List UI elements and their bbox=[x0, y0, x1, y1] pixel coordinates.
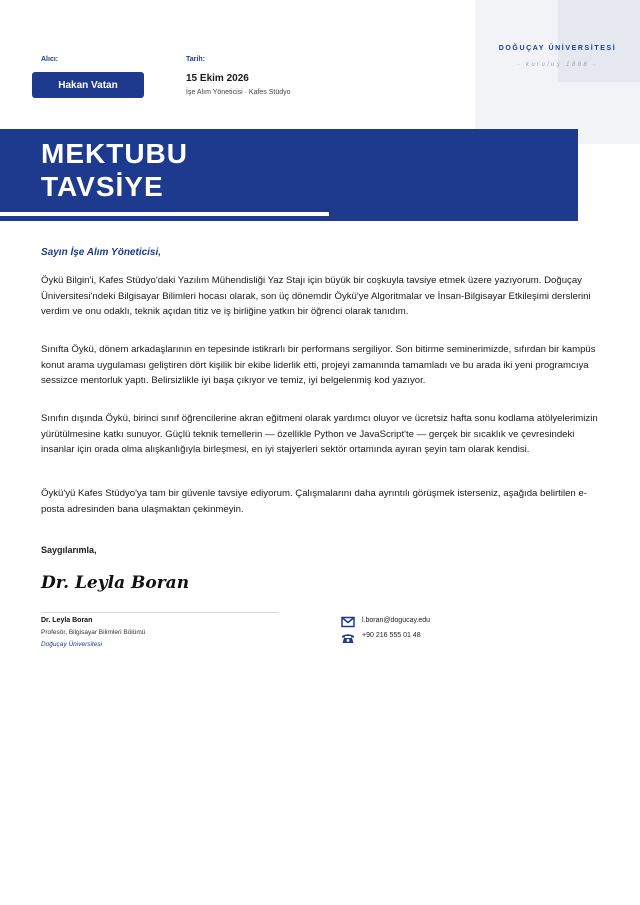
letter-closing: Saygılarımla, bbox=[41, 545, 97, 555]
letter-title-line-1: MEKTUBU bbox=[41, 138, 188, 169]
letter-title-line-2: TAVSİYE bbox=[41, 171, 164, 202]
signature-script: Dr. Leyla Boran bbox=[41, 573, 190, 593]
letter-paragraph-4: Öykü'yü Kafes Stüdyo'ya tam bir güvenle tavsiye ediyorum. Çalışmalarını daha ayrıntılı görüşmek isterseniz, aşağıda belirtilen e-posta adresinden bana ulaşmaktan çekinmeyin. bbox=[41, 488, 587, 515]
telephone-icon bbox=[341, 631, 355, 643]
signatory-title: Profesör, Bilgisayar Bilimleri Bölümü bbox=[41, 629, 146, 636]
letter-paragraph-1: Öykü Bilgin'i, Kafes Stüdyo'daki Yazılım Mühendisliği Yaz Stajı için büyük bir coşkuyla tavsiye etmek üzere yazıyorum. Doğuçay Üniversitesi'ndeki Bilgisayar Bilimleri hocası olarak, son üç dönemdir Öykü'ye Algoritmalar ve İnsan-Bilgisayar Etkileşimi derslerini verdim ve onu odaklı, teknik açıdan titiz ve iş birliğine yatkın bir öğrenci olarak tanıdım. bbox=[41, 275, 591, 317]
signature-divider bbox=[41, 612, 279, 613]
university-name: DOĞUÇAY ÜNİVERSİTESİ bbox=[498, 45, 617, 52]
letter-paragraph-3: Sınıfın dışında Öykü, birinci sınıf öğrencilerine akran eğitmeni olarak yardımcı oluyor ve ücretsiz hafta sonu kodlama atölyelerimizin yürütülmesine katkı sunuyor. Güçlü teknik temellerin — özellikle Python ve JavaScript'te — gerçek bir sıcaklık ve çevresindeki insanlar için orada olma alışkanlığıyla birleşmesi, en iyi stajyerleri sektör ortamında ayıran şeyin tam olarak kendisi. bbox=[41, 413, 598, 455]
recipient-name: Hakan Vatan bbox=[58, 79, 118, 91]
university-established: · kuruluş 1888 · bbox=[517, 62, 598, 68]
recipient-label: Alıcı: bbox=[41, 56, 59, 63]
envelope-icon bbox=[341, 615, 355, 627]
contact-email[interactable]: l.boran@dogucay.edu bbox=[362, 617, 431, 624]
signatory-name: Dr. Leyla Boran bbox=[41, 617, 93, 624]
signatory-university: Doğuçay Üniversitesi bbox=[41, 641, 103, 648]
recipient-meta: İşe Alım Yöneticisi · Kafes Stüdyo bbox=[186, 89, 291, 96]
banner-underline bbox=[0, 212, 329, 216]
letter-title bbox=[41, 137, 188, 203]
contact-phone: +90 216 555 01 48 bbox=[362, 632, 421, 639]
corner-accent-block bbox=[558, 0, 640, 82]
letter-greeting: Sayın İşe Alım Yöneticisi, bbox=[41, 247, 162, 258]
date-label: Tarih: bbox=[186, 56, 205, 63]
letter-paragraph-2: Sınıfta Öykü, dönem arkadaşlarının en tepesinde istikrarlı bir performans sergiliyor. Son bitirme seminerimizde, sıfırdan bir kampüs konut arama uygulaması geliştiren dört kişilik bir ekibe liderlik etti, projeyi zamanında tamamladı ve bu arada iki yeni programcıya sessizce mentorluk yaptı. Belirsizlikle iyi başa çıkıyor ve temiz, iyi belgelenmiş kod yazıyor. bbox=[41, 344, 596, 386]
recipient-name-badge bbox=[32, 72, 144, 98]
letter-date: 15 Ekim 2026 bbox=[186, 73, 249, 84]
